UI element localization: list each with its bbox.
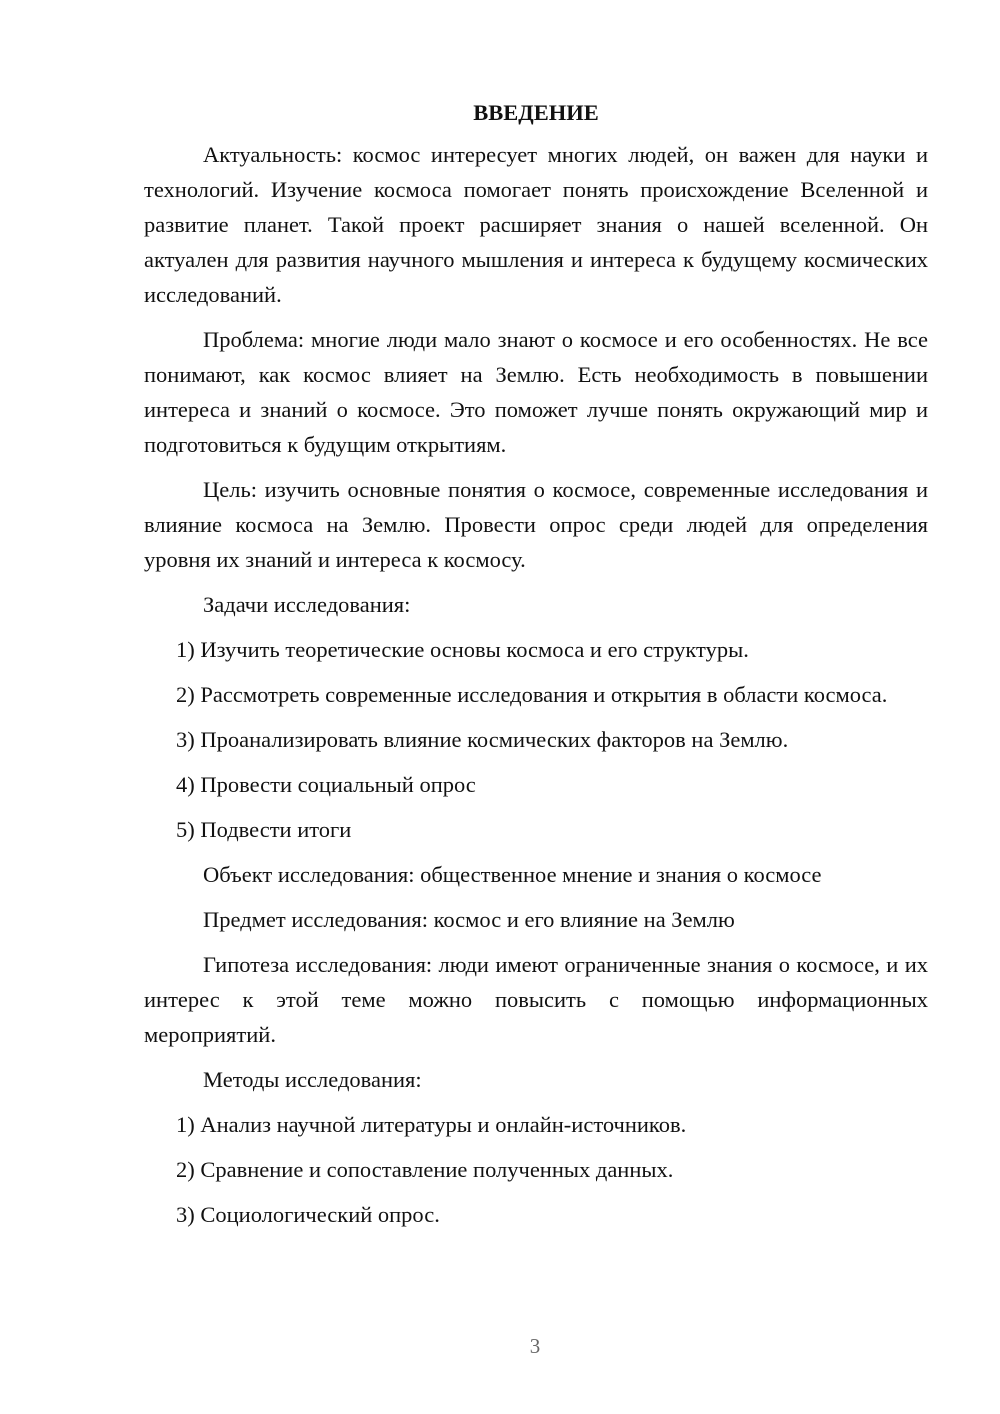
section-heading: ВВЕДЕНИЕ xyxy=(473,100,599,125)
task-item: 5) Подвести итоги xyxy=(176,817,352,842)
method-item: 1) Анализ научной литературы и онлайн-источников. xyxy=(176,1112,687,1137)
hypothesis-paragraph: Гипотеза исследования: люди имеют ограниченные знания о космосе, и их интерес к этой теме можно повысить с помощью информационных мероприятий. xyxy=(144,952,928,1047)
page-content xyxy=(144,95,928,1242)
tasks-title: Задачи исследования: xyxy=(203,592,411,617)
task-item: 3) Проанализировать влияние космических факторов на Землю. xyxy=(176,727,789,752)
relevance-paragraph: Актуальность: космос интересует многих людей, он важен для науки и технологий. Изучение космоса помогает понять происхождение Вселенной и развитие планет. Такой проект расширяет знания о нашей вселенной. Он актуален для развития научного мышления и интереса к будущему космических исследований. xyxy=(144,142,928,307)
object-paragraph: Объект исследования: общественное мнение и знания о космосе xyxy=(203,862,822,887)
task-item: 4) Провести социальный опрос xyxy=(176,772,476,797)
task-item: 2) Рассмотреть современные исследования и открытия в области космоса. xyxy=(176,682,888,707)
task-item: 1) Изучить теоретические основы космоса и его структуры. xyxy=(176,637,749,662)
method-item: 2) Сравнение и сопоставление полученных данных. xyxy=(176,1157,674,1182)
methods-title: Методы исследования: xyxy=(203,1067,422,1092)
subject-paragraph: Предмет исследования: космос и его влияние на Землю xyxy=(203,907,735,932)
page-number: 3 xyxy=(529,1334,541,1358)
method-item: 3) Социологический опрос. xyxy=(176,1202,440,1227)
goal-paragraph: Цель: изучить основные понятия о космосе, современные исследования и влияние космоса на Землю. Провести опрос среди людей для определения уровня их знаний и интереса к космосу. xyxy=(144,477,928,572)
problem-paragraph: Проблема: многие люди мало знают о космосе и его особенностях. Не все понимают, как космос влияет на Землю. Есть необходимость в повышении интереса и знаний о космосе. Это поможет лучше понять окружающий мир и подготовиться к будущим открытиям. xyxy=(144,327,928,457)
